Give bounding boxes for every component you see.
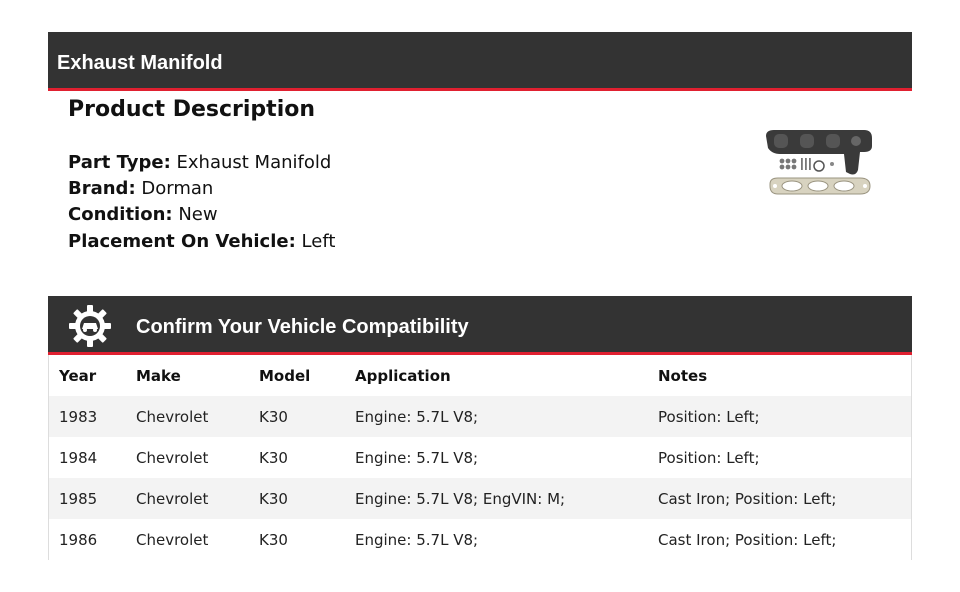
spec-placement <box>68 231 335 252</box>
cell-make: Chevrolet <box>136 407 209 426</box>
table-row <box>49 478 911 519</box>
cell-model: K30 <box>259 489 288 508</box>
spec-part-type <box>68 152 331 173</box>
exhaust-manifold-product-image <box>760 126 876 200</box>
cell-application: Engine: 5.7L V8; EngVIN: M; <box>355 489 566 508</box>
cell-make: Chevrolet <box>136 448 209 467</box>
table-header-row <box>49 355 911 396</box>
cell-application: Engine: 5.7L V8; <box>355 448 479 467</box>
section-header-compatibility <box>48 296 912 355</box>
section-title: Exhaust Manifold <box>57 52 223 74</box>
spec-label: Brand: <box>68 178 136 199</box>
table-row <box>49 396 911 437</box>
cell-make: Chevrolet <box>136 489 209 508</box>
cell-notes: Position: Left; <box>658 448 760 467</box>
spec-label: Part Type: <box>68 152 171 173</box>
cell-year: 1983 <box>59 407 98 426</box>
spec-label: Condition: <box>68 204 173 225</box>
table-row <box>49 437 911 478</box>
cell-notes: Cast Iron; Position: Left; <box>658 530 837 549</box>
cell-year: 1984 <box>59 448 98 467</box>
cell-model: K30 <box>259 448 288 467</box>
column-header-make: Make <box>136 366 181 385</box>
spec-value: Exhaust Manifold <box>176 152 332 173</box>
spec-condition <box>68 204 218 225</box>
cell-make: Chevrolet <box>136 530 209 549</box>
table-row <box>49 519 911 560</box>
cell-model: K30 <box>259 530 288 549</box>
cell-notes: Position: Left; <box>658 407 760 426</box>
gear-car-icon <box>68 304 112 348</box>
compatibility-table <box>48 355 912 560</box>
column-header-notes: Notes <box>658 366 708 385</box>
spec-brand <box>68 178 213 199</box>
cell-application: Engine: 5.7L V8; <box>355 407 479 426</box>
cell-year: 1986 <box>59 530 98 549</box>
product-description-heading: Product Description <box>68 97 316 122</box>
column-header-model: Model <box>259 366 311 385</box>
spec-value: Left <box>301 231 336 252</box>
section-title: Confirm Your Vehicle Compatibility <box>136 316 469 338</box>
spec-label: Placement On Vehicle: <box>68 231 296 252</box>
section-header-exhaust-manifold <box>48 32 912 91</box>
cell-application: Engine: 5.7L V8; <box>355 530 479 549</box>
column-header-year: Year <box>59 366 97 385</box>
spec-value: Dorman <box>141 178 214 199</box>
cell-notes: Cast Iron; Position: Left; <box>658 489 837 508</box>
column-header-application: Application <box>355 366 451 385</box>
cell-model: K30 <box>259 407 288 426</box>
spec-value: New <box>178 204 218 225</box>
cell-year: 1985 <box>59 489 98 508</box>
